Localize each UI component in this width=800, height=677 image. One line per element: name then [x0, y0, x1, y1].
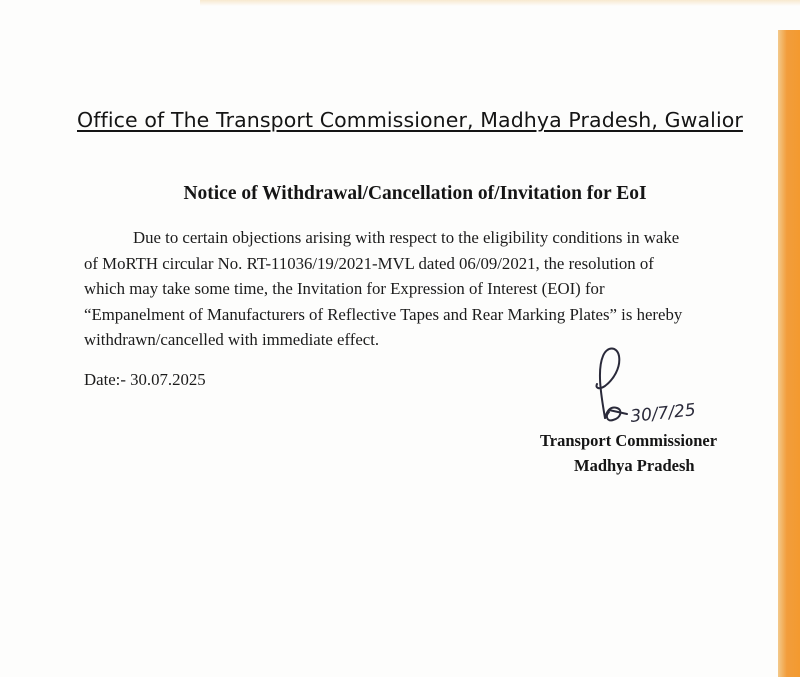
- notice-body-line: which may take some time, the Invitation for Expression of Interest (EOI) for: [84, 279, 605, 298]
- notice-title: Notice of Withdrawal/Cancellation of/Invitation for EoI: [183, 183, 647, 204]
- page-edge-orange: [778, 30, 800, 677]
- handwritten-date: 30/7/25: [629, 400, 697, 427]
- notice-body-line: of MoRTH circular No. RT-11036/19/2021-MVL dated 06/09/2021, the resolution of: [84, 254, 654, 273]
- notice-body-line: “Empanelment of Manufacturers of Reflective Tapes and Rear Marking Plates” is hereby: [84, 305, 683, 324]
- handwritten-signature: [583, 340, 733, 430]
- notice-body-line: withdrawn/cancelled with immediate effect.: [84, 330, 380, 349]
- office-header: Office of The Transport Commissioner, Madhya Pradesh, Gwalior: [77, 108, 743, 132]
- notice-body-line: Due to certain objections arising with respect to the eligibility conditions in wake: [133, 228, 680, 247]
- signatory-block: [540, 428, 750, 478]
- signatory-designation: Transport Commissioner: [540, 431, 718, 450]
- page-edge-shadow: [200, 0, 800, 6]
- signatory-state: Madhya Pradesh: [574, 456, 695, 475]
- notice-date: Date:- 30.07.2025: [84, 370, 206, 389]
